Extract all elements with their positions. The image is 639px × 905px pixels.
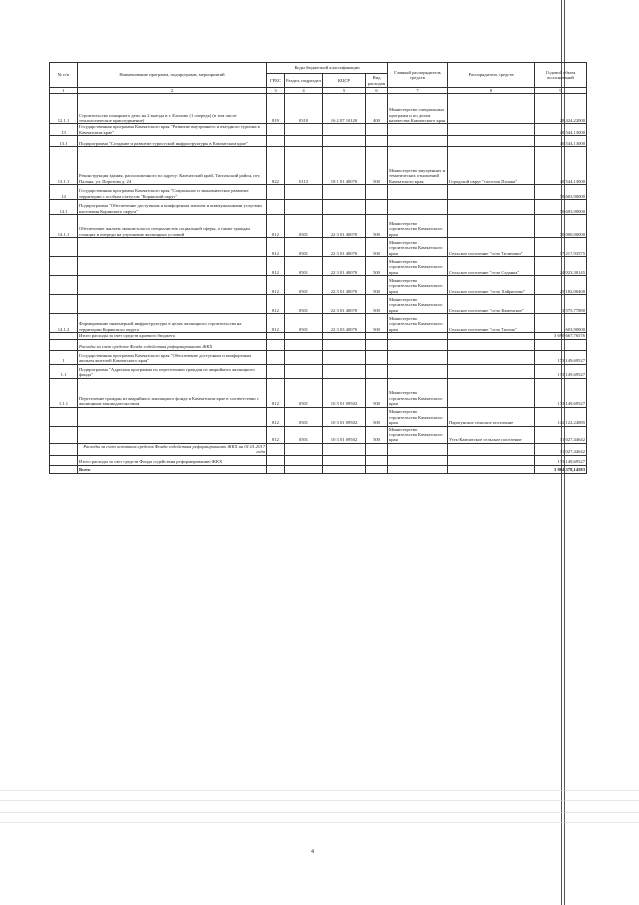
row-number bbox=[50, 455, 78, 465]
row-rasp: Усть-Камчатское сельское поселение bbox=[448, 426, 535, 443]
row-grbs: 819 bbox=[267, 94, 285, 124]
row-name: Расходы за счет остатков средств Фонда содействия реформированию ЖКХ на 01.01.2017 года bbox=[78, 443, 267, 455]
row-sum bbox=[535, 339, 587, 350]
row-sum: 40 544,13000 bbox=[535, 136, 587, 147]
row-glav bbox=[388, 185, 448, 200]
column-index-cell: 8 bbox=[448, 88, 535, 94]
row-name: Переселение граждан из аварийного жилищного фонда в Камчатском крае в соответствии с жилищным законодательством bbox=[78, 378, 267, 407]
row-sum: 3 864 378,14583 bbox=[535, 465, 587, 473]
row-glav bbox=[388, 465, 448, 473]
table-row bbox=[50, 314, 587, 333]
table-row bbox=[50, 350, 587, 364]
row-vid bbox=[366, 185, 388, 200]
row-name bbox=[78, 426, 267, 443]
column-index-cell: 2 bbox=[78, 88, 267, 94]
row-grbs: 812 bbox=[267, 295, 285, 314]
row-rasp: Сельское поселение "село Тиличики" bbox=[448, 238, 535, 257]
table-row bbox=[50, 295, 587, 314]
row-number: 14.1.1 bbox=[50, 215, 78, 238]
column-index-cell: 5 bbox=[323, 88, 366, 94]
row-vid: 500 bbox=[366, 314, 388, 333]
row-number: 13.1.1 bbox=[50, 147, 78, 185]
row-rasp bbox=[448, 364, 535, 378]
col-header-glav: Главный распорядитель средств bbox=[388, 63, 448, 88]
row-number: 14.1.2 bbox=[50, 314, 78, 333]
row-glav: Министерство строительства Камчатского края bbox=[388, 426, 448, 443]
table-row bbox=[50, 378, 587, 407]
row-razdel bbox=[285, 185, 323, 200]
row-sum: 25 182,06400 bbox=[535, 276, 587, 295]
col-header-name: Наименование программ, подпрограмм, мероприятий bbox=[78, 63, 267, 88]
row-name: Итого расходы за счет средств Фонда содействия реформированию ЖКХ bbox=[78, 455, 267, 465]
row-vid: 500 bbox=[366, 426, 388, 443]
table-row bbox=[50, 147, 587, 185]
row-razdel: 0501 bbox=[285, 215, 323, 238]
row-razdel: 0501 bbox=[285, 314, 323, 333]
row-kcsr: 22 3 01 40070 bbox=[323, 257, 366, 276]
row-rasp bbox=[448, 185, 535, 200]
row-kcsr bbox=[323, 124, 366, 136]
table-row bbox=[50, 185, 587, 200]
row-name bbox=[78, 407, 267, 426]
column-index-cell: 4 bbox=[285, 88, 323, 94]
row-vid: 500 bbox=[366, 407, 388, 426]
row-grbs bbox=[267, 350, 285, 364]
row-razdel: 0113 bbox=[285, 147, 323, 185]
row-name bbox=[78, 257, 267, 276]
scan-noise-line bbox=[0, 790, 639, 791]
row-kcsr: 22 3 01 40070 bbox=[323, 295, 366, 314]
row-grbs bbox=[267, 124, 285, 136]
row-sum: 40 544,13000 bbox=[535, 147, 587, 185]
row-glav: Министерство внутренних и тематических отношений Камчатского края bbox=[388, 147, 448, 185]
row-vid: 500 bbox=[366, 215, 388, 238]
row-glav bbox=[388, 364, 448, 378]
row-rasp: Сельское поселение "село Хайрюзово" bbox=[448, 276, 535, 295]
row-grbs bbox=[267, 455, 285, 465]
row-razdel: 0501 bbox=[285, 295, 323, 314]
row-razdel bbox=[285, 200, 323, 215]
row-name bbox=[78, 276, 267, 295]
row-vid bbox=[366, 200, 388, 215]
row-grbs: 812 bbox=[267, 378, 285, 407]
row-glav bbox=[388, 136, 448, 147]
row-kcsr: 18 1 01 40070 bbox=[323, 147, 366, 185]
scan-noise-line bbox=[0, 822, 639, 823]
row-grbs: 812 bbox=[267, 276, 285, 295]
row-sum: 70 603,90000 bbox=[535, 185, 587, 200]
row-number bbox=[50, 339, 78, 350]
table-row bbox=[50, 238, 587, 257]
row-sum: 31 027,44642 bbox=[535, 443, 587, 455]
row-name bbox=[78, 238, 267, 257]
row-number bbox=[50, 295, 78, 314]
row-rasp bbox=[448, 350, 535, 364]
row-number: 14.1 bbox=[50, 200, 78, 215]
row-number: 1.1.1 bbox=[50, 378, 78, 407]
row-grbs: 812 bbox=[267, 407, 285, 426]
row-razdel: 0501 bbox=[285, 378, 323, 407]
table-row bbox=[50, 257, 587, 276]
row-kcsr bbox=[323, 339, 366, 350]
row-name: Всего bbox=[78, 465, 267, 473]
row-grbs: 812 bbox=[267, 314, 285, 333]
row-vid bbox=[366, 364, 388, 378]
row-rasp: Паратунское сельское поселение bbox=[448, 407, 535, 426]
row-glav: Министерство строительства Камчатского края bbox=[388, 407, 448, 426]
row-vid bbox=[366, 455, 388, 465]
row-number: 1.1 bbox=[50, 364, 78, 378]
row-vid: 400 bbox=[366, 94, 388, 124]
col-header-num: № п/п bbox=[50, 63, 78, 88]
column-index-cell: 1 bbox=[50, 88, 78, 94]
col-header-razdel: Раздел, подраздел bbox=[285, 74, 323, 88]
table-row bbox=[50, 339, 587, 350]
row-sum: 173 149,69527 bbox=[535, 350, 587, 364]
row-grbs bbox=[267, 200, 285, 215]
row-rasp bbox=[448, 200, 535, 215]
col-header-grbs: ГРБС bbox=[267, 74, 285, 88]
row-grbs: 812 bbox=[267, 257, 285, 276]
table-row bbox=[50, 215, 587, 238]
row-grbs: 812 bbox=[267, 238, 285, 257]
row-kcsr bbox=[323, 443, 366, 455]
row-vid bbox=[366, 124, 388, 136]
row-number: 13 bbox=[50, 124, 78, 136]
row-sum: 70 000,00000 bbox=[535, 215, 587, 238]
row-rasp bbox=[448, 124, 535, 136]
table-row bbox=[50, 200, 587, 215]
row-sum: 40 544,13000 bbox=[535, 124, 587, 136]
row-glav: Министерство строительства Камчатского края bbox=[388, 314, 448, 333]
table-row bbox=[50, 364, 587, 378]
row-name: Подпрограмма "Обеспечение доступным и комфортным жильем и коммунальными услугами населения Корякского округа" bbox=[78, 200, 267, 215]
table-row bbox=[50, 407, 587, 426]
row-name: Подпрограмма "Адресная программа по переселению граждан из аварийного жилищного фонда" bbox=[78, 364, 267, 378]
row-kcsr bbox=[323, 136, 366, 147]
row-glav: Министерство строительства Камчатского края bbox=[388, 215, 448, 238]
row-number bbox=[50, 257, 78, 276]
row-name: Обеспечение жильем эконом-класса специалистов социальной сферы, а также граждан стоящих в очереди на улучшение жилищных условий bbox=[78, 215, 267, 238]
column-index-cell: 7 bbox=[388, 88, 448, 94]
row-vid bbox=[366, 443, 388, 455]
row-glav bbox=[388, 350, 448, 364]
row-kcsr bbox=[323, 200, 366, 215]
col-header-vid: Вид расходов bbox=[366, 74, 388, 88]
row-vid: 500 bbox=[366, 147, 388, 185]
row-razdel bbox=[285, 339, 323, 350]
row-grbs bbox=[267, 136, 285, 147]
row-razdel bbox=[285, 455, 323, 465]
row-vid bbox=[366, 350, 388, 364]
row-name: Государственная программа Камчатского края "Обеспечение доступным и комфортным жильем жителей Камчатского края" bbox=[78, 350, 267, 364]
row-grbs bbox=[267, 339, 285, 350]
scan-noise-line bbox=[0, 812, 639, 813]
row-number: 13.1 bbox=[50, 136, 78, 147]
row-number: 14 bbox=[50, 185, 78, 200]
row-number bbox=[50, 276, 78, 295]
row-glav bbox=[388, 124, 448, 136]
row-vid: 500 bbox=[366, 295, 388, 314]
row-grbs: 822 bbox=[267, 147, 285, 185]
row-rasp bbox=[448, 136, 535, 147]
row-vid bbox=[366, 339, 388, 350]
row-rasp: Сельское поселение "село Каменское" bbox=[448, 295, 535, 314]
row-rasp bbox=[448, 465, 535, 473]
row-rasp bbox=[448, 455, 535, 465]
row-name: Итого расходы за счет средств краевого бюджета bbox=[78, 333, 267, 339]
row-rasp: Сельское поселение "село Тигиль" bbox=[448, 314, 535, 333]
row-number bbox=[50, 426, 78, 443]
row-grbs bbox=[267, 465, 285, 473]
row-rasp bbox=[448, 443, 535, 455]
row-rasp bbox=[448, 94, 535, 124]
row-number bbox=[50, 407, 78, 426]
row-name bbox=[78, 295, 267, 314]
row-kcsr: 10 3 01 09502 bbox=[323, 407, 366, 426]
row-number: 1 bbox=[50, 350, 78, 364]
column-index-cell: 3 bbox=[267, 88, 285, 94]
row-rasp bbox=[448, 378, 535, 407]
row-vid: 500 bbox=[366, 238, 388, 257]
table-row bbox=[50, 276, 587, 295]
row-glav: Министерство строительства Камчатского края bbox=[388, 378, 448, 407]
row-vid: 500 bbox=[366, 257, 388, 276]
column-index-cell: 6 bbox=[366, 88, 388, 94]
row-kcsr: 22 3 03 40070 bbox=[323, 314, 366, 333]
col-header-kbk-group: Коды бюджетной классификации bbox=[267, 63, 388, 74]
row-rasp: Сельское поселение "село Седанка" bbox=[448, 257, 535, 276]
row-glav: Министерство строительства Камчатского края bbox=[388, 238, 448, 257]
row-kcsr: 22 3 01 40070 bbox=[323, 238, 366, 257]
row-glav: Министерство строительства Камчатского края bbox=[388, 295, 448, 314]
row-kcsr bbox=[323, 350, 366, 364]
row-sum: 24 023,30145 bbox=[535, 257, 587, 276]
row-rasp bbox=[448, 339, 535, 350]
column-index-cell: 9 bbox=[535, 88, 587, 94]
row-kcsr: 22 3 01 40070 bbox=[323, 215, 366, 238]
row-razdel bbox=[285, 364, 323, 378]
row-kcsr: 10 3 01 09502 bbox=[323, 378, 366, 407]
row-sum: 3 690 667,76576 bbox=[535, 333, 587, 339]
table-row bbox=[50, 124, 587, 136]
page-number: 4 bbox=[311, 849, 314, 855]
table-row bbox=[50, 136, 587, 147]
col-header-kcsr: КЦСР bbox=[323, 74, 366, 88]
row-number bbox=[50, 238, 78, 257]
row-razdel: 0310 bbox=[285, 94, 323, 124]
row-name: Реконструкция здания, расположенного по адресу: Камчатский край, Тигильский район, пгт. Палана, ул. Поротова д. 24 bbox=[78, 147, 267, 185]
table-row bbox=[50, 455, 587, 465]
row-sum: 173 149,69527 bbox=[535, 455, 587, 465]
row-sum: 28 424,22000 bbox=[535, 94, 587, 124]
row-name: Подпрограмма "Создание и развитие туристской инфраструктуры в Камчатском крае" bbox=[78, 136, 267, 147]
row-grbs bbox=[267, 443, 285, 455]
row-razdel bbox=[285, 124, 323, 136]
row-rasp: Городской округ "поселок Палана" bbox=[448, 147, 535, 185]
row-vid bbox=[366, 136, 388, 147]
row-grbs: 812 bbox=[267, 426, 285, 443]
row-number: 12.1.1 bbox=[50, 94, 78, 124]
row-sum: 17 217,93575 bbox=[535, 238, 587, 257]
row-razdel bbox=[285, 350, 323, 364]
row-sum: 3 575,77880 bbox=[535, 295, 587, 314]
row-glav: Министерство строительства Камчатского края bbox=[388, 276, 448, 295]
row-razdel: 0501 bbox=[285, 238, 323, 257]
row-name: Государственная программа Камчатского края "Развитие внутреннего и въездного туризма в Камчатском крае" bbox=[78, 124, 267, 136]
row-razdel: 0501 bbox=[285, 276, 323, 295]
row-number bbox=[50, 443, 78, 455]
row-kcsr: 10 3 01 09502 bbox=[323, 426, 366, 443]
col-header-sum: Годовой объем ассигнований bbox=[535, 63, 587, 88]
row-grbs bbox=[267, 364, 285, 378]
row-kcsr: 22 3 01 40070 bbox=[323, 276, 366, 295]
row-kcsr: 16 2 07 10120 bbox=[323, 94, 366, 124]
row-razdel: 0501 bbox=[285, 257, 323, 276]
row-vid: 500 bbox=[366, 378, 388, 407]
table-row bbox=[50, 465, 587, 473]
row-sum: 173 149,69527 bbox=[535, 364, 587, 378]
table-row bbox=[50, 94, 587, 124]
row-name: Формирование инженерной инфраструктуры в целях жилищного строительства на территории Корякского округа bbox=[78, 314, 267, 333]
col-header-rasp: Распорядитель средств bbox=[448, 63, 535, 88]
scan-noise-line bbox=[0, 800, 639, 801]
row-vid bbox=[366, 465, 388, 473]
row-kcsr bbox=[323, 465, 366, 473]
budget-table bbox=[49, 62, 587, 474]
table-row bbox=[50, 443, 587, 455]
row-kcsr bbox=[323, 364, 366, 378]
row-sum: 173 149,69527 bbox=[535, 378, 587, 407]
row-name: Строительство пожарного депо на 2 выезда в г. Елизово (1 очередь) (в том числе технологическое присоединение) bbox=[78, 94, 267, 124]
row-razdel bbox=[285, 136, 323, 147]
row-name: Государственная программа Камчатского края "Социальное и экономическое развитие территории с особым статусом "Корякский округ" bbox=[78, 185, 267, 200]
row-razdel bbox=[285, 465, 323, 473]
row-glav bbox=[388, 455, 448, 465]
row-glav bbox=[388, 443, 448, 455]
row-glav bbox=[388, 200, 448, 215]
row-glav: Министерство специальных программ и по делам казачества Камчатского края bbox=[388, 94, 448, 124]
row-razdel bbox=[285, 443, 323, 455]
row-rasp bbox=[448, 215, 535, 238]
row-number bbox=[50, 465, 78, 473]
row-sum: 70 603,90000 bbox=[535, 200, 587, 215]
row-kcsr bbox=[323, 455, 366, 465]
row-sum: 603,90000 bbox=[535, 314, 587, 333]
row-vid: 500 bbox=[366, 276, 388, 295]
row-razdel: 0501 bbox=[285, 426, 323, 443]
row-sum: 31 027,44642 bbox=[535, 426, 587, 443]
table-header-row bbox=[50, 63, 587, 74]
table-row bbox=[50, 426, 587, 443]
row-grbs bbox=[267, 185, 285, 200]
row-glav bbox=[388, 339, 448, 350]
row-glav: Министерство строительства Камчатского края bbox=[388, 257, 448, 276]
row-razdel: 0501 bbox=[285, 407, 323, 426]
row-sum: 142 122,24885 bbox=[535, 407, 587, 426]
row-grbs: 812 bbox=[267, 215, 285, 238]
row-name: Расходы за счет средств Фонда содействия реформированию ЖКХ bbox=[78, 339, 267, 350]
row-kcsr bbox=[323, 185, 366, 200]
